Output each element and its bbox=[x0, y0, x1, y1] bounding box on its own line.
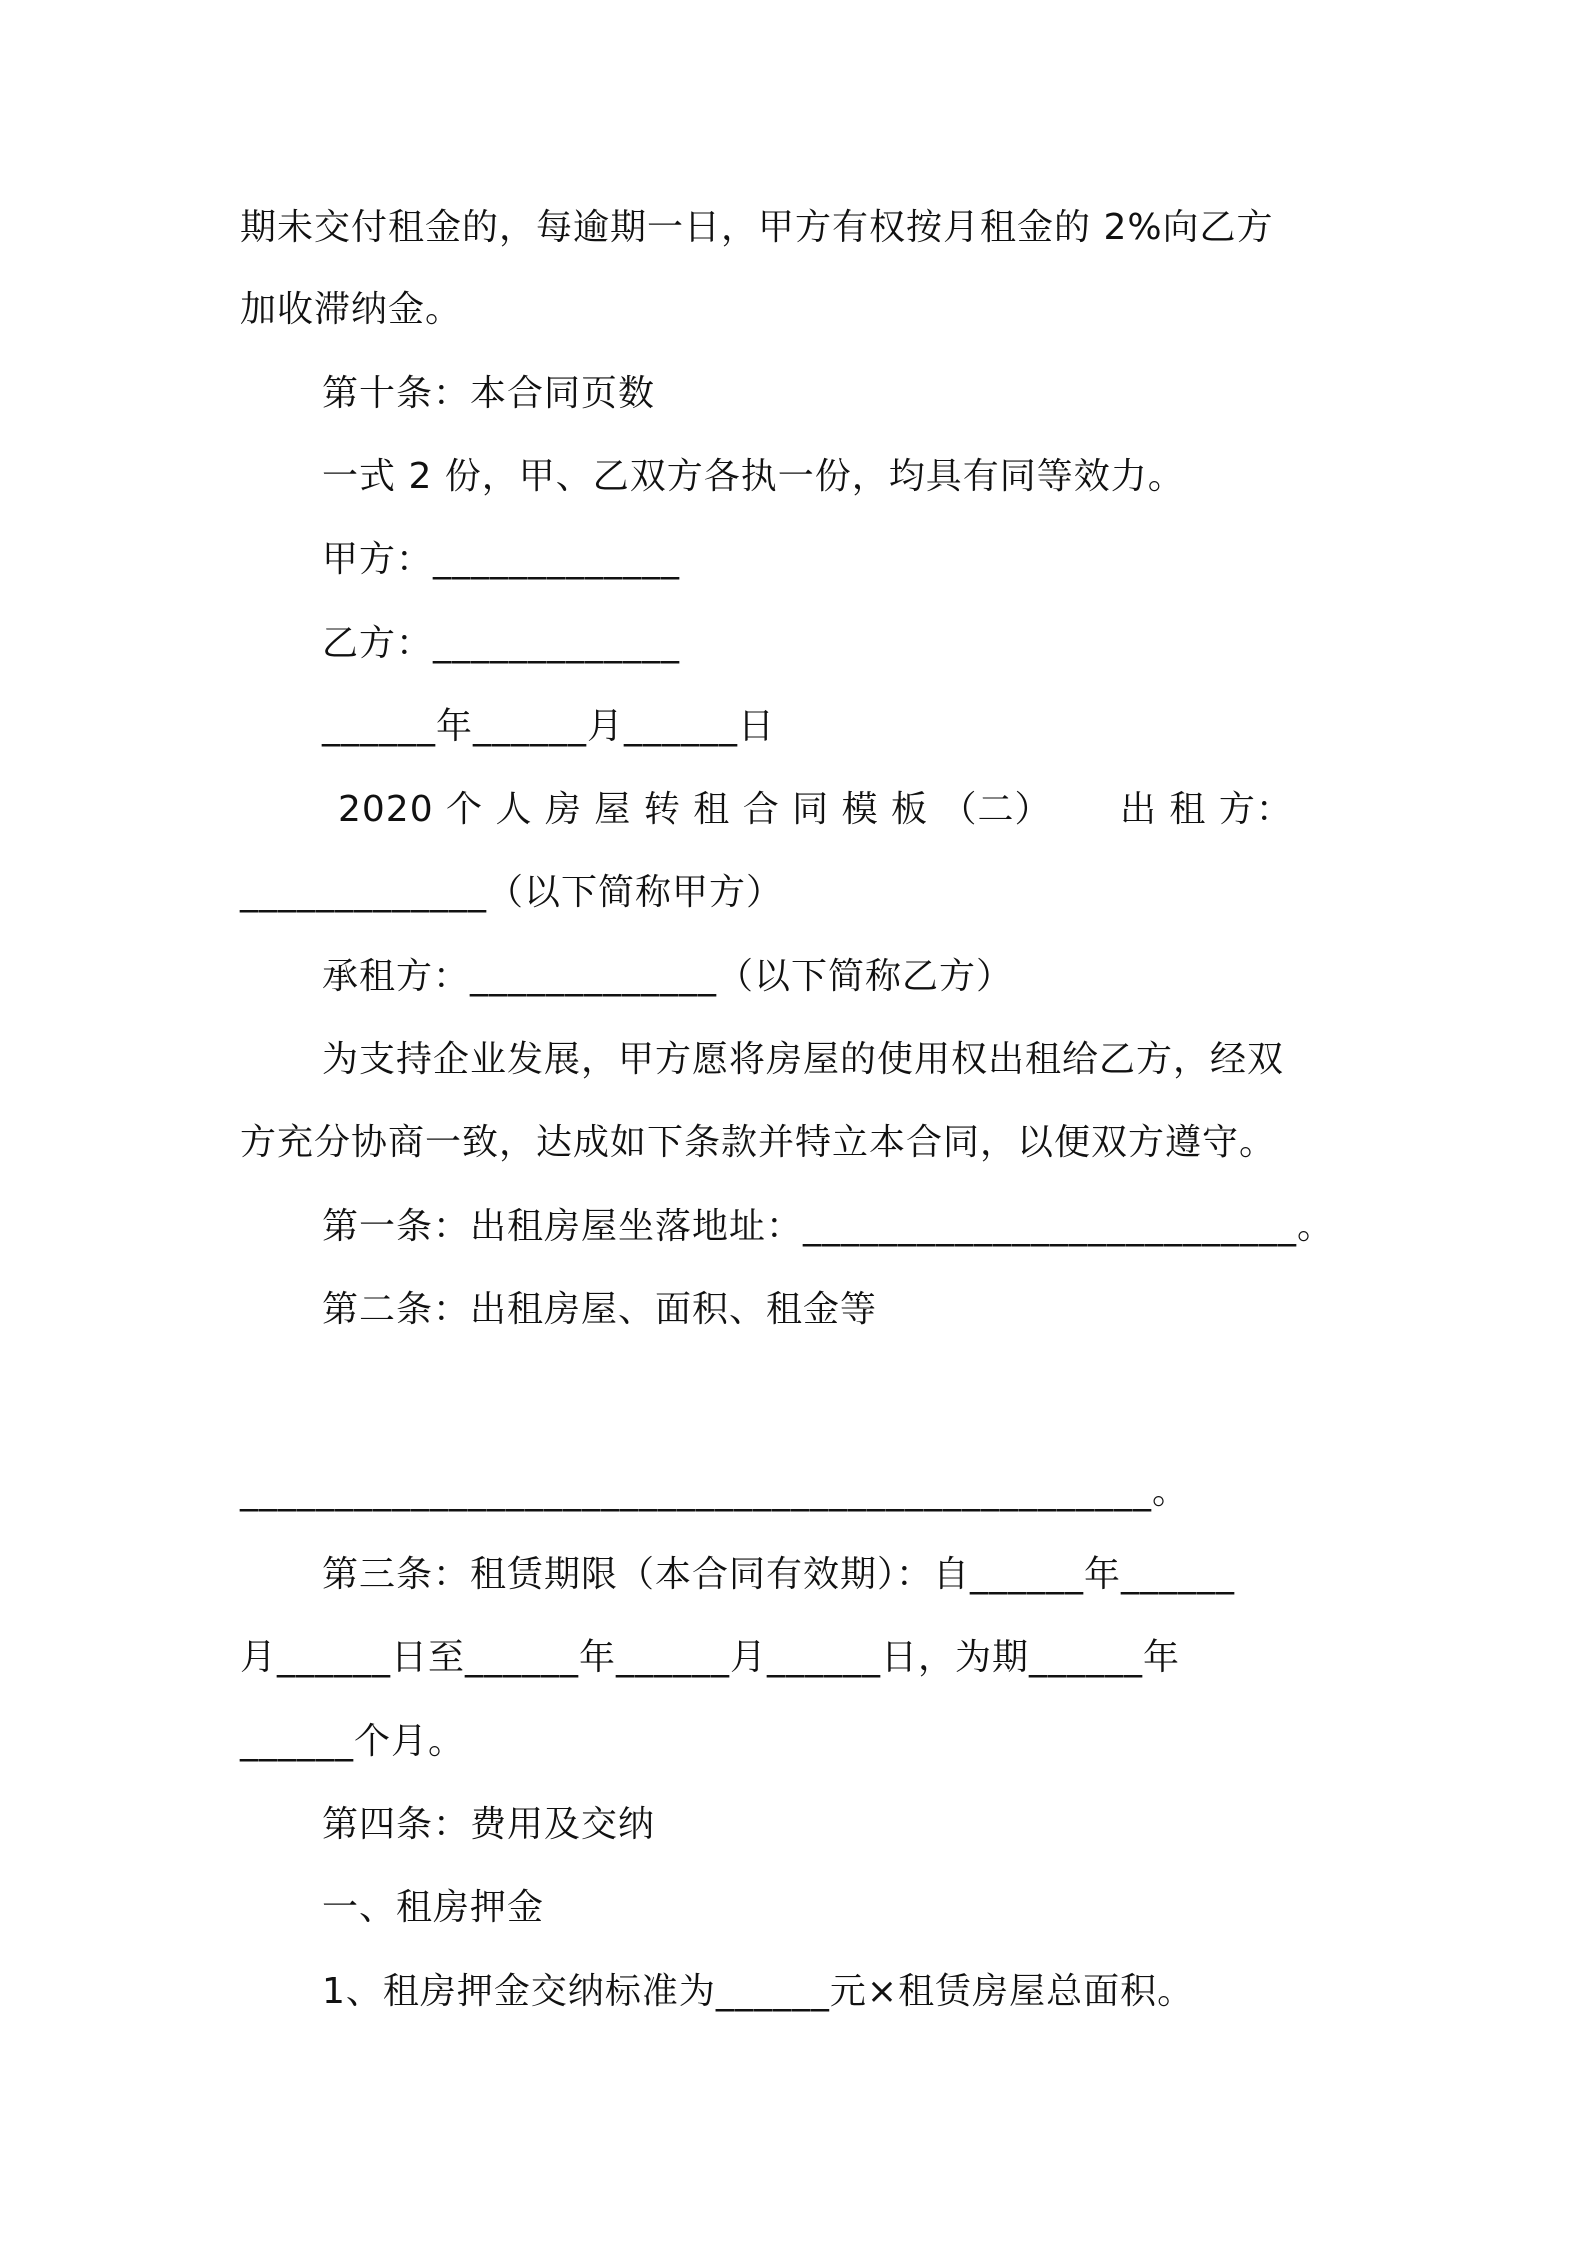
party-a-signature-line: 甲方：_____________ bbox=[322, 539, 681, 580]
date-line: ______年______月______日 bbox=[322, 706, 775, 747]
article-2-heading: 第二条：出租房屋、面积、租金等 bbox=[322, 1289, 878, 1330]
lessee-line: 承租方：_____________（以下简称乙方） bbox=[322, 956, 1014, 997]
article-3-term-line-3: ______个月。 bbox=[240, 1721, 466, 1762]
party-b-signature-line: 乙方：_____________ bbox=[322, 623, 681, 664]
article-3-term-line-1: 第三条：租赁期限（本合同有效期）：自______年______ bbox=[322, 1554, 1236, 1595]
article-1-address-line: 第一条：出租房屋坐落地址：__________________________。 bbox=[322, 1206, 1335, 1247]
deposit-standard-line: 1、租房押金交纳标准为______元×租赁房屋总面积。 bbox=[322, 1971, 1195, 2012]
copies-statement: 一式 2 份，甲、乙双方各执一份，均具有同等效力。 bbox=[322, 456, 1185, 497]
paragraph-line-late-rent: 期未交付租金的，每逾期一日，甲方有权按月租金的 2%向乙方 bbox=[240, 207, 1274, 248]
deposit-heading: 一、租房押金 bbox=[322, 1887, 545, 1928]
article-10-heading: 第十条：本合同页数 bbox=[322, 373, 656, 414]
template-title-line: 2020 个 人 房 屋 转 租 合 同 模 板 （二） 出 租 方： bbox=[338, 789, 1293, 830]
lessor-reference-line: _____________（以下简称甲方） bbox=[240, 872, 784, 913]
intro-paragraph-line-1: 为支持企业发展，甲方愿将房屋的使用权出租给乙方，经双 bbox=[322, 1039, 1285, 1080]
article-3-term-line-2: 月______日至______年______月______日，为期______年 bbox=[240, 1637, 1181, 1678]
article-2-blank-line: ________________________________________________。 bbox=[240, 1471, 1189, 1512]
paragraph-line-late-fee: 加收滞纳金。 bbox=[240, 289, 463, 330]
intro-paragraph-line-2: 方充分协商一致，达成如下条款并特立本合同，以便双方遵守。 bbox=[240, 1122, 1277, 1163]
article-4-heading: 第四条：费用及交纳 bbox=[322, 1804, 656, 1845]
